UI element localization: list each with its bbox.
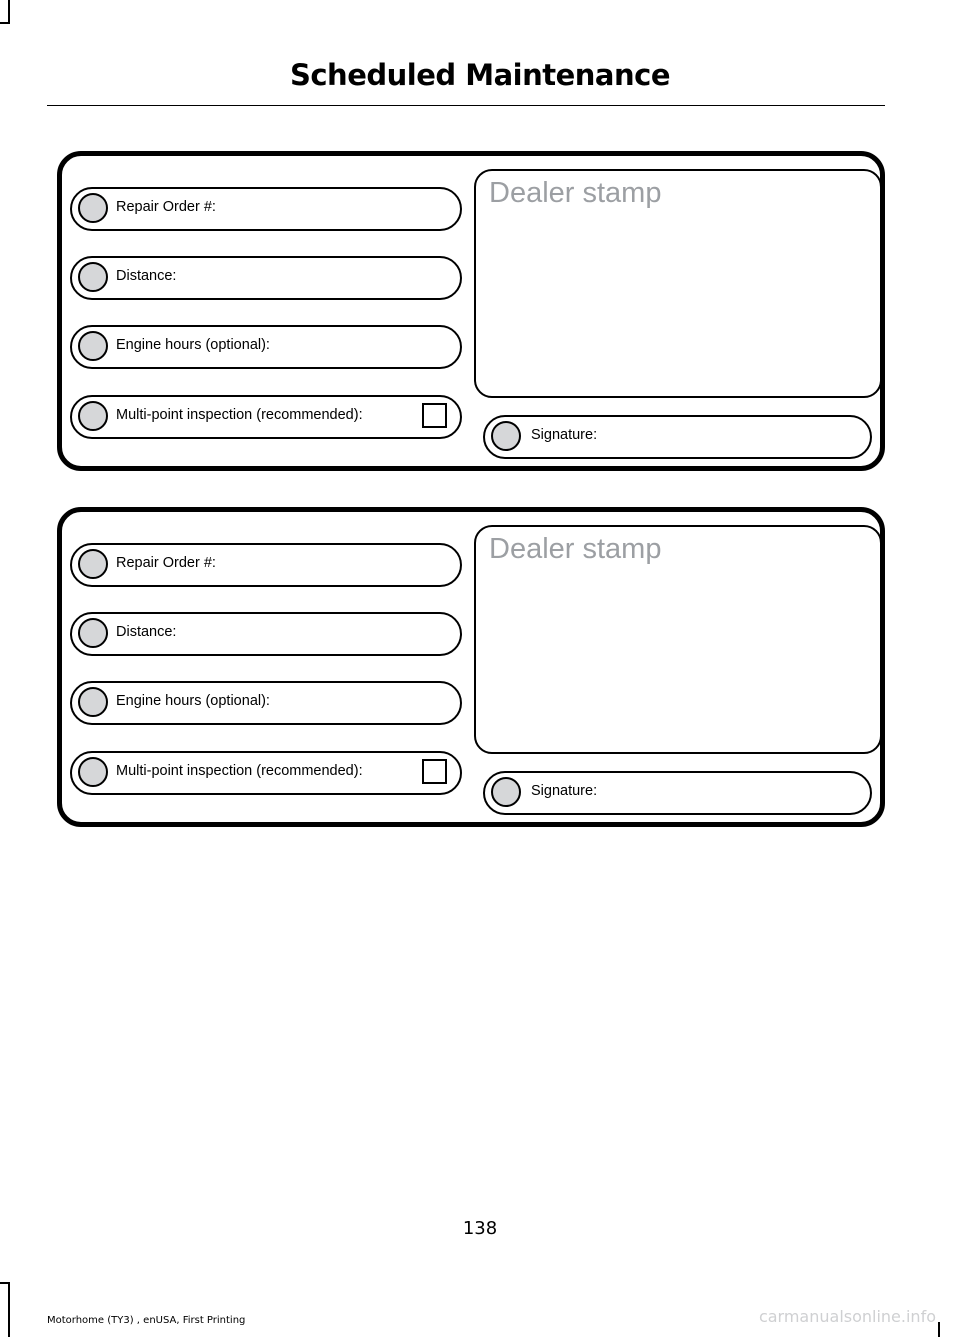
- record-dot: [78, 331, 108, 361]
- crop-mark-bottom-right-v: [938, 1322, 940, 1337]
- crop-mark-top-left-h: [0, 22, 10, 24]
- crop-mark-top-left-v: [8, 0, 10, 22]
- dealer-stamp-box: [474, 525, 882, 754]
- dealer-stamp-label: Dealer stamp: [489, 533, 662, 565]
- signature-field[interactable]: [483, 771, 872, 815]
- record-dot: [78, 262, 108, 292]
- signature-label: Signature:: [531, 783, 598, 799]
- page-number: 138: [462, 1218, 498, 1239]
- distance-field[interactable]: [70, 612, 462, 656]
- record-dot: [78, 401, 108, 431]
- record-dot: [491, 421, 521, 451]
- record-dot: [491, 777, 521, 807]
- signature-label: Signature:: [531, 427, 598, 443]
- engine-hours-label: Engine hours (optional):: [116, 337, 270, 353]
- crop-mark-bottom-left-h: [0, 1282, 10, 1284]
- page-title: Scheduled Maintenance: [289, 58, 671, 92]
- dealer-stamp-label: Dealer stamp: [489, 177, 662, 209]
- signature-field[interactable]: [483, 415, 872, 459]
- distance-field[interactable]: [70, 256, 462, 300]
- inspection-checkbox[interactable]: [422, 759, 447, 784]
- inspection-field: [70, 395, 462, 439]
- inspection-label: Multi-point inspection (recommended):: [116, 407, 363, 423]
- distance-label: Distance:: [116, 268, 177, 284]
- dealer-stamp-box: [474, 169, 882, 398]
- distance-label: Distance:: [116, 624, 177, 640]
- maintenance-record-card: [57, 507, 885, 827]
- record-dot: [78, 687, 108, 717]
- repair-order-field[interactable]: [70, 543, 462, 587]
- repair-order-field[interactable]: [70, 187, 462, 231]
- maintenance-record-card: [57, 151, 885, 471]
- engine-hours-label: Engine hours (optional):: [116, 693, 270, 709]
- footer-text: Motorhome (TY3) , enUSA, First Printing: [47, 1315, 246, 1326]
- engine-hours-field[interactable]: [70, 325, 462, 369]
- repair-order-label: Repair Order #:: [116, 199, 216, 215]
- repair-order-label: Repair Order #:: [116, 555, 216, 571]
- watermark: carmanualsonline.info: [758, 1307, 936, 1326]
- inspection-label: Multi-point inspection (recommended):: [116, 763, 363, 779]
- record-dot: [78, 549, 108, 579]
- inspection-checkbox[interactable]: [422, 403, 447, 428]
- engine-hours-field[interactable]: [70, 681, 462, 725]
- record-dot: [78, 193, 108, 223]
- crop-mark-bottom-left-v: [8, 1282, 10, 1337]
- record-dot: [78, 618, 108, 648]
- record-dot: [78, 757, 108, 787]
- title-rule: [47, 105, 885, 106]
- inspection-field: [70, 751, 462, 795]
